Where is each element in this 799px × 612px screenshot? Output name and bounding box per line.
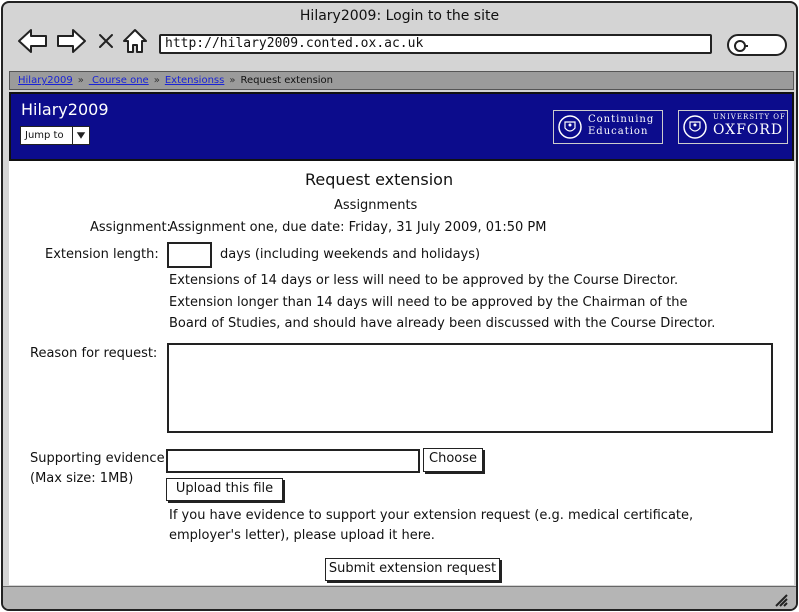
- breadcrumb-separator-icon: »: [153, 75, 160, 86]
- upload-file-button[interactable]: Upload this file: [166, 478, 283, 501]
- extension-length-input[interactable]: [167, 242, 212, 268]
- breadcrumb-link-site[interactable]: Hilary2009: [18, 75, 73, 86]
- crest-icon: [682, 114, 708, 140]
- file-path-input[interactable]: [166, 449, 420, 473]
- browser-window: [1, 1, 798, 611]
- submit-extension-button[interactable]: Submit extension request: [325, 558, 500, 581]
- breadcrumb-link-extensions[interactable]: Extensionss: [164, 75, 225, 86]
- extension-length-label: Extension length:: [45, 247, 159, 262]
- oxford-logo[interactable]: [678, 110, 788, 144]
- evidence-label: Supporting evidence: [30, 451, 165, 466]
- site-header: [9, 92, 794, 161]
- oxford-small-text: UNIVERSITY OF: [713, 113, 786, 121]
- reason-label: Reason for request:: [30, 346, 158, 361]
- search-box[interactable]: [727, 34, 787, 56]
- breadcrumb: [9, 71, 794, 90]
- crest-icon: [557, 114, 583, 140]
- chevron-down-icon: [72, 127, 89, 144]
- browser-toolbar: [3, 27, 796, 67]
- evidence-max-size: (Max size: 1MB): [30, 471, 134, 486]
- days-text: days (including weekends and holidays): [220, 247, 481, 262]
- note-long-extension-line1: Extension longer than 14 days will need to be approved by the Chairman of the: [169, 295, 688, 310]
- note-short-extension: Extensions of 14 days or less will need to be approved by the Course Director.: [169, 273, 679, 288]
- stop-x-icon[interactable]: [95, 29, 117, 53]
- note-long-extension-line2: Board of Studies, and should have already been discussed with the Course Director.: [169, 316, 716, 331]
- breadcrumb-separator-icon: »: [77, 75, 84, 86]
- assignment-label: Assignment:: [90, 220, 171, 235]
- jump-to-label: Jump to: [25, 130, 64, 141]
- forward-arrow-icon[interactable]: [55, 27, 87, 55]
- jump-to-select[interactable]: [20, 126, 90, 145]
- section-heading: Assignments: [334, 198, 418, 213]
- evidence-note-line2: employer's letter), please upload it here.: [169, 528, 435, 543]
- page-title: Request extension: [305, 170, 454, 189]
- resize-grip-icon[interactable]: [772, 591, 788, 607]
- site-title[interactable]: Hilary2009: [21, 100, 109, 119]
- oxford-big-text: OXFORD: [713, 122, 784, 138]
- choose-file-button[interactable]: Choose: [423, 448, 483, 472]
- back-arrow-icon[interactable]: [17, 27, 49, 55]
- assignment-value: Assignment one, due date: Friday, 31 July 2009, 01:50 PM: [169, 220, 547, 235]
- address-bar[interactable]: http://hilary2009.conted.ox.ac.uk: [159, 34, 712, 54]
- breadcrumb-separator-icon: »: [229, 75, 236, 86]
- home-icon[interactable]: [121, 27, 149, 55]
- continuing-education-logo[interactable]: [553, 110, 663, 144]
- breadcrumb-link-course[interactable]: Course one: [88, 75, 149, 86]
- status-bar: [3, 586, 796, 610]
- breadcrumb-current: Request extension: [240, 75, 334, 86]
- evidence-note-line1: If you have evidence to support your extension request (e.g. medical certificate,: [169, 508, 694, 523]
- page-content: [9, 161, 794, 585]
- continuing-education-text: Continuing Education: [588, 114, 655, 137]
- reason-textarea[interactable]: [167, 343, 773, 433]
- window-title: Hilary2009: Login to the site: [299, 8, 500, 24]
- search-icon: [733, 38, 749, 54]
